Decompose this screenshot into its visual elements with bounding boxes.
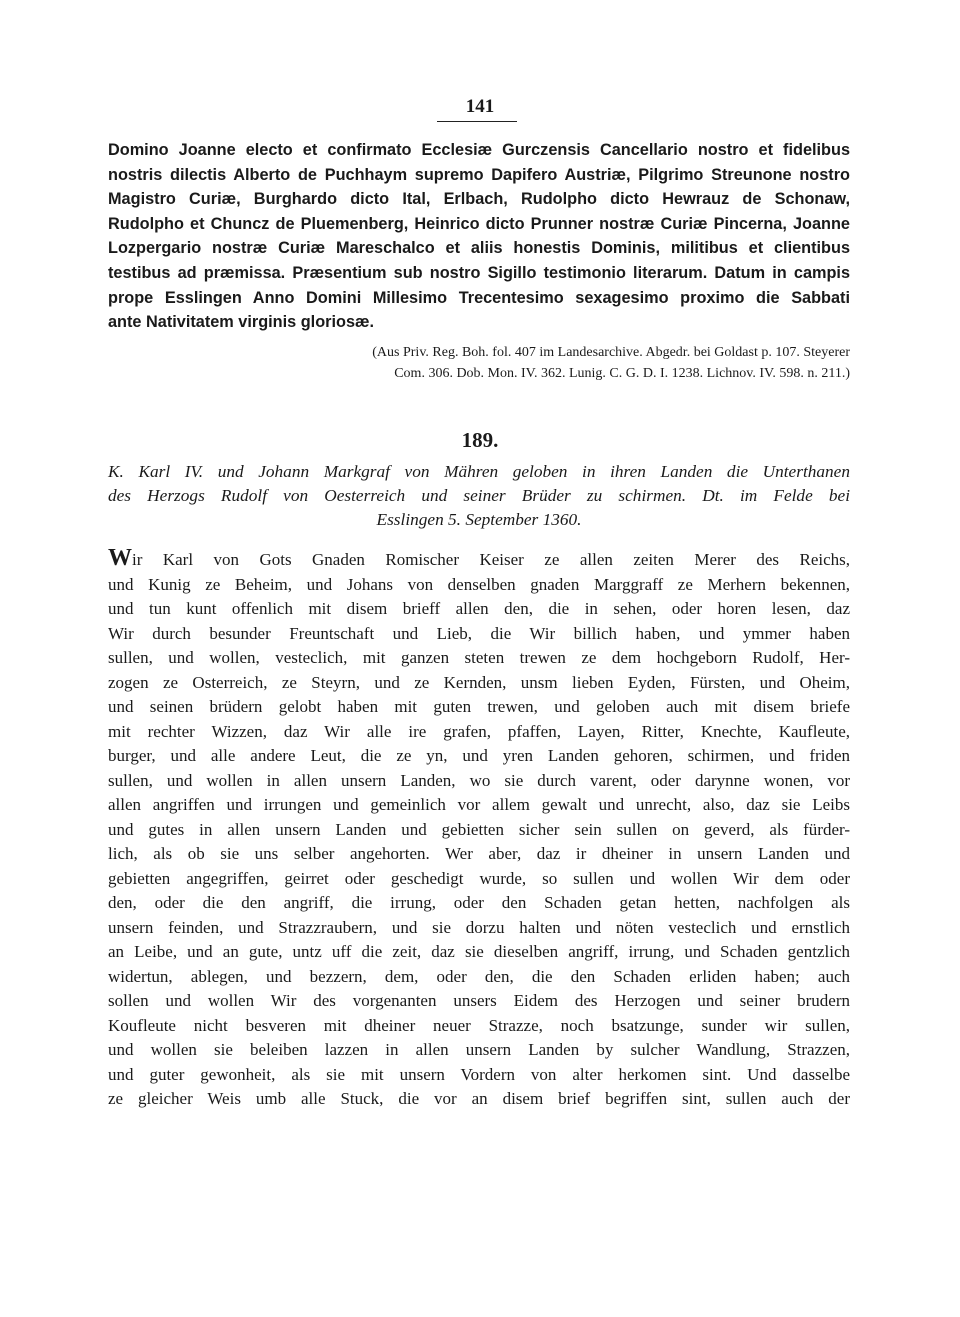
text-line: ante Nativitatem virginis gloriosæ. [108,313,374,332]
text-line: Lozpergario nostræ Curiæ Mareschalco et aliis honestis Dominis, militibus et clientibus [108,239,850,258]
body-line: mit rechter Wizzen, daz Wir alle ire grafen, pfaffen, Layen, Ritter, Knechte, Kaufleute, [108,721,850,741]
latin-charter-text [108,138,850,335]
body-line: sullen, und wollen in allen unsern Landen, wo sie durch varent, oder darynne wonen, vor [108,770,850,790]
body-line: unsern feinden, und Strazzraubern, und sie dorzu halten und nöten vesteclich und ernstlich [108,917,850,937]
body-line: an Leibe, und an gute, untz uff die zeit, daz sie dieselben angriff, irrung, und Schaden gentzlich [108,942,850,961]
body-line: und gutes in allen unsern Landen und gebietten sicher sein sullen on geverd, als fürder- [108,819,850,839]
heading-line: des Herzogs Rudolf von Oesterreich und seiner Brüder zu schirmen. Dt. im Felde bei [108,486,850,505]
document-body [108,545,850,1112]
page-number: 141 [465,96,495,117]
body-line: und tun kunt offenlich mit disem brieff allen den, die in sehen, oder horen lesen, daz [108,599,850,618]
text-line: prope Esslingen Anno Domini Millesimo Trecentesimo sexagesimo proximo die Sabbati [108,288,850,307]
initial-letter: W [108,545,132,571]
body-line: sollen und wollen Wir des vorgenanten unsers Eidem des Herzogen und seiner brudern [108,991,850,1010]
text-line: Domino Joanne electo et confirmato Ecclesiæ Gurczensis Cancellario nostro et fidelibus [108,141,850,159]
body-line: und seinen brüdern gelobt haben mit guten trewen, und geloben auch mit disem briefe [108,697,850,716]
document-heading [108,460,850,532]
citation-line: Com. 306. Dob. Mon. IV. 362. Lunig. C. G. D. I. 1238. Lichnov. IV. 598. n. 211.) [394,366,850,381]
body-line: und wollen sie beleiben lazzen in allen unsern Landen by sulcher Wandlung, Strazzen, [108,1040,850,1059]
body-line: Koufleute nicht besveren mit dheiner neuer Strazze, noch bsatzunge, sunder wir sullen, [108,1015,850,1035]
text-line: Rudolpho et Chuncz de Pluemenberg, Heinrico dicto Prunner nostræ Curiæ Pincerna, Joanne [108,214,850,233]
body-line: und guter gewonheit, als sie mit unsern Vordern von alter herkomen sint. Und dasselbe [108,1064,850,1084]
body-line: gebietten angegriffen, geirret oder geschedigt wurde, so sullen und wollen Wir dem oder [108,868,850,888]
body-line: lich, als ob sie uns selber angehorten. Wer aber, daz ir dheiner in unsern Landen und [108,844,850,863]
heading-line: Esslingen 5. September 1360. [376,510,582,529]
heading-line: K. Karl IV. und Johann Markgraf von Mähren geloben in ihren Landen die Unterthanen [108,462,850,481]
body-line: allen angriffen und irrungen und gemeinlich vor allem gewalt und unrecht, also, daz sie Leibs [108,795,850,814]
body-line: sullen, und wollen, vesteclich, mit ganzen steten trewen ze dem hochgeborn Rudolf, Her- [108,648,850,667]
body-line: Wir durch besunder Freuntschaft und Lieb, die Wir billich haben, und ymmer haben [108,623,850,643]
page-number-rule [437,121,517,122]
body-line: burger, und alle andere Leut, die ze yn, und yren Landen gehoren, schirmen, und friden [108,746,850,765]
text-line: testibus ad præmissa. Præsentium sub nostro Sigillo testimonio literarum. Datum in campis [108,263,850,282]
first-line-text: ir Karl von Gots Gnaden Romischer Keiser ze allen zeiten Merer des Reichs, [132,550,850,569]
body-first-line [108,545,850,573]
body-line: ze gleicher Weis umb alle Stuck, die vor an disem brief begriffen sint, sullen auch der [108,1089,850,1108]
citation-line: (Aus Priv. Reg. Boh. fol. 407 im Landesarchive. Abgedr. bei Goldast p. 107. Steyerer [372,345,850,360]
source-citation [200,342,850,384]
body-line: den, oder die den angriff, die irrung, oder den Schaden getan hetten, nachfolgen als [108,893,850,912]
text-line: nostris dilectis Alberto de Puchhaym supremo Dapifero Austriæ, Pilgrimo Streunone nostro [108,165,850,184]
text-line: Magistro Curiæ, Burghardo dicto Ital, Erlbach, Rudolpho dicto Hewrauz de Schonaw, [108,190,850,209]
body-line: zogen ze Osterreich, ze Steyrn, und ze Kernden, unsm lieben Eyden, Fürsten, und Oheim, [108,672,850,692]
body-line: widertun, ablegen, und bezzern, dem, oder den, die den Schaden erliden haben; auch [108,966,850,986]
body-line: und Kunig ze Beheim, und Johans von denselben gnaden Marggraff ze Merhern bekennen, [108,574,850,594]
document-number: 189. [461,428,499,452]
